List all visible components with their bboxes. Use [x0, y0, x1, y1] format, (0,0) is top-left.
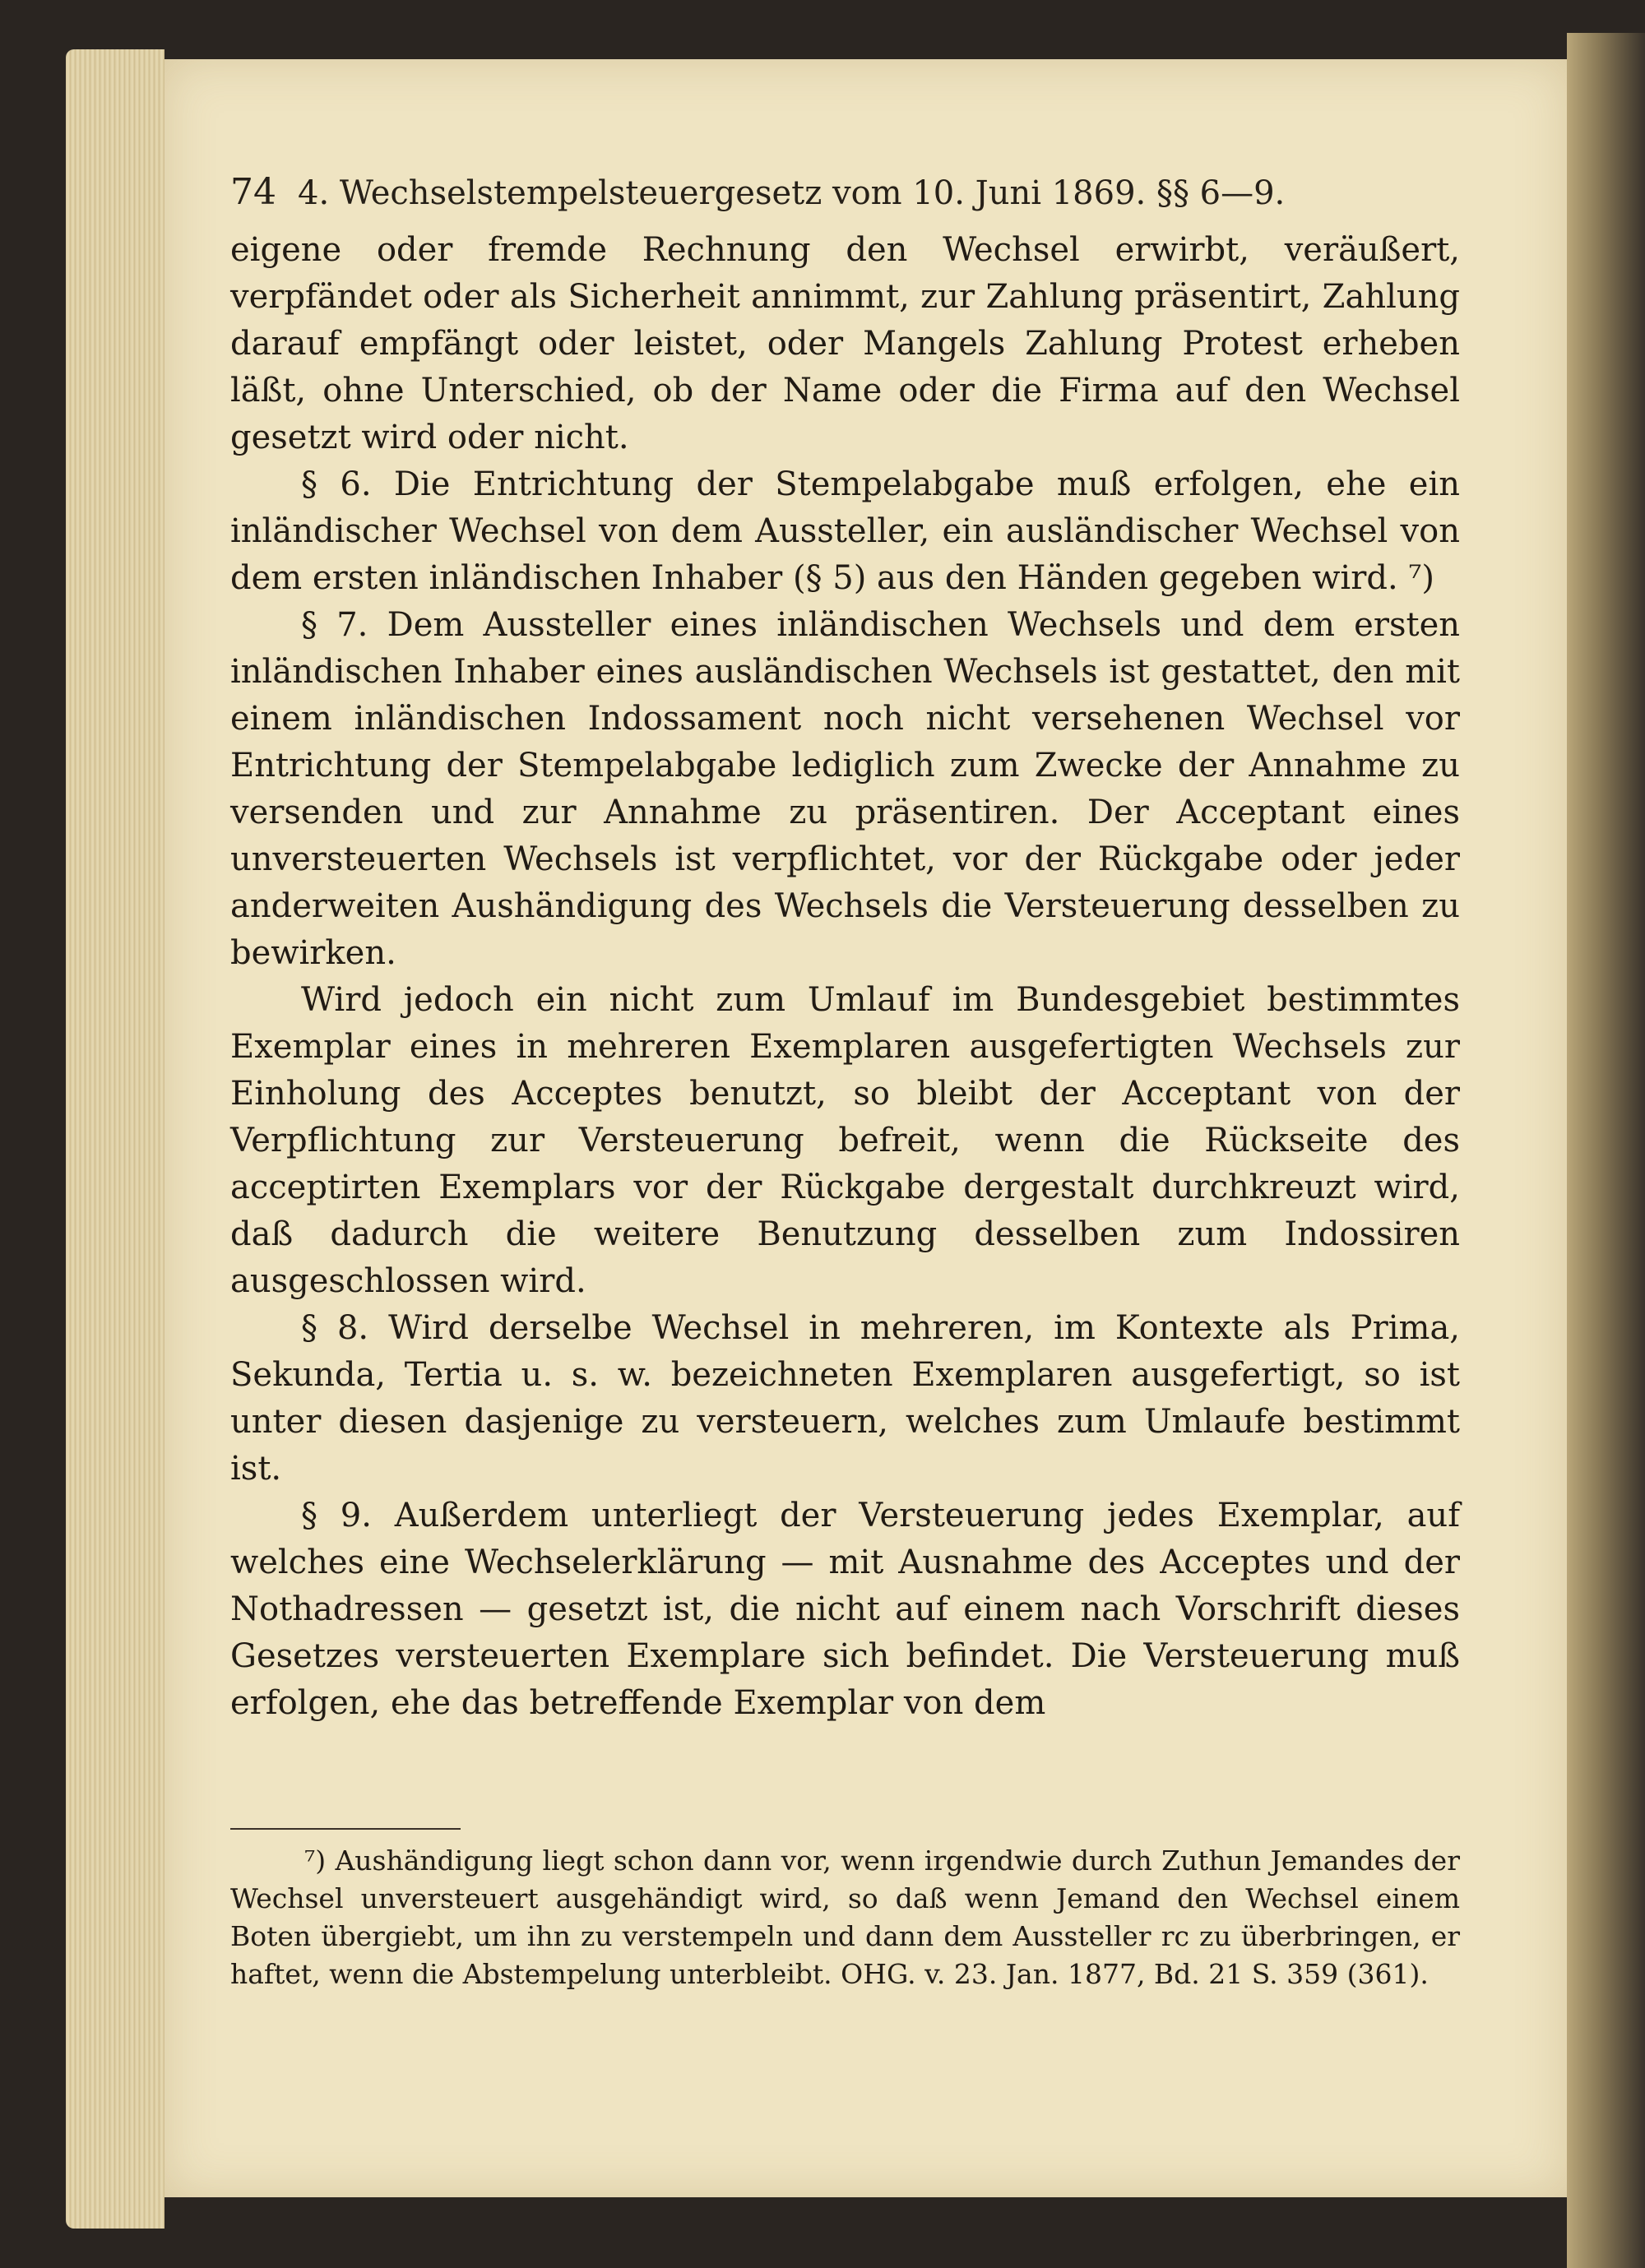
body-text	[230, 227, 1460, 1727]
page-number: 74	[230, 171, 276, 213]
book-page-edges	[66, 49, 164, 2229]
footnote	[230, 1842, 1460, 1993]
paragraph-section-6: § 6. Die Entrichtung der Stempelabgabe muß erfolgen, ehe ein inländischer Wechsel von dem Aussteller, ein ausländischer Wechsel von dem ersten inländischen Inhaber (§ 5) aus den Händen gegeben wird. ⁷)	[230, 465, 1460, 597]
book-gutter	[1567, 33, 1645, 2268]
paragraph-continuation: eigene oder fremde Rechnung den Wechsel erwirbt, veräußert, verpfändet oder als Sicherheit annimmt, zur Zahlung präsentirt, Zahlung darauf empfängt oder leistet, oder Mangels Zahlung Protest erheben läßt, ohne Unterschied, ob der Name oder die Firma auf den Wechsel gesetzt wird oder nicht.	[230, 231, 1460, 456]
paragraph-section-7: § 7. Dem Aussteller eines inländischen Wechsels und dem ersten inländischen Inhaber eines ausländischen Wechsels ist gestattet, den mit einem inländischen Indossament noch nicht versehenen Wechsel vor Entrichtung der Stempelabgabe lediglich zum Zwecke der Annahme zu versenden und zur Annahme zu präsentiren. Der Acceptant eines unversteuerten Wechsels ist verpflichtet, vor der Rückgabe oder jeder anderweiten Aushändigung des Wechsels die Versteuerung desselben zu bewirken.	[230, 606, 1460, 972]
running-head	[230, 171, 1464, 220]
footnote-text: ⁷) Aushändigung liegt schon dann vor, wenn irgendwie durch Zuthun Jemandes der Wechsel unversteuert ausgehändigt wird, so daß wenn Jemand den Wechsel einem Boten übergiebt, um ihn zu verstempeln und dann dem Aussteller rc zu überbringen, er haftet, wenn die Abstempelung unterbleibt. OHG. v. 23. Jan. 1877, Bd. 21 S. 359 (361).	[230, 1844, 1460, 1990]
paragraph-section-8: § 8. Wird derselbe Wechsel in mehreren, im Kontexte als Prima, Sekunda, Tertia u. s. w. bezeichneten Exemplaren ausgefertigt, so ist unter diesen dasjenige zu versteuern, welches zum Umlaufe bestimmt ist.	[230, 1309, 1460, 1488]
paragraph-section-7-cont: Wird jedoch ein nicht zum Umlauf im Bundesgebiet bestimmtes Exemplar eines in mehreren Exemplaren ausgefertigten Wechsels zur Einholung des Acceptes benutzt, so bleibt der Acceptant von der Verpflichtung zur Versteuerung befreit, wenn die Rückseite des acceptirten Exemplars vor der Rückgabe dergestalt durchkreuzt wird, daß dadurch die weitere Benutzung desselben zum Indossiren ausgeschlossen wird.	[230, 981, 1460, 1300]
paragraph-section-9: § 9. Außerdem unterliegt der Versteuerung jedes Exemplar, auf welches eine Wechselerklärung — mit Ausnahme des Acceptes und der Nothadressen — gesetzt ist, die nicht auf einem nach Vorschrift dieses Gesetzes versteuerten Exemplare sich befindet. Die Versteuerung muß erfolgen, ehe das betreffende Exemplar von dem	[230, 1497, 1460, 1722]
chapter-title: 4. Wechselstempelsteuergesetz vom 10. Juni 1869. §§ 6—9.	[298, 174, 1286, 212]
footnote-rule	[230, 1828, 461, 1830]
